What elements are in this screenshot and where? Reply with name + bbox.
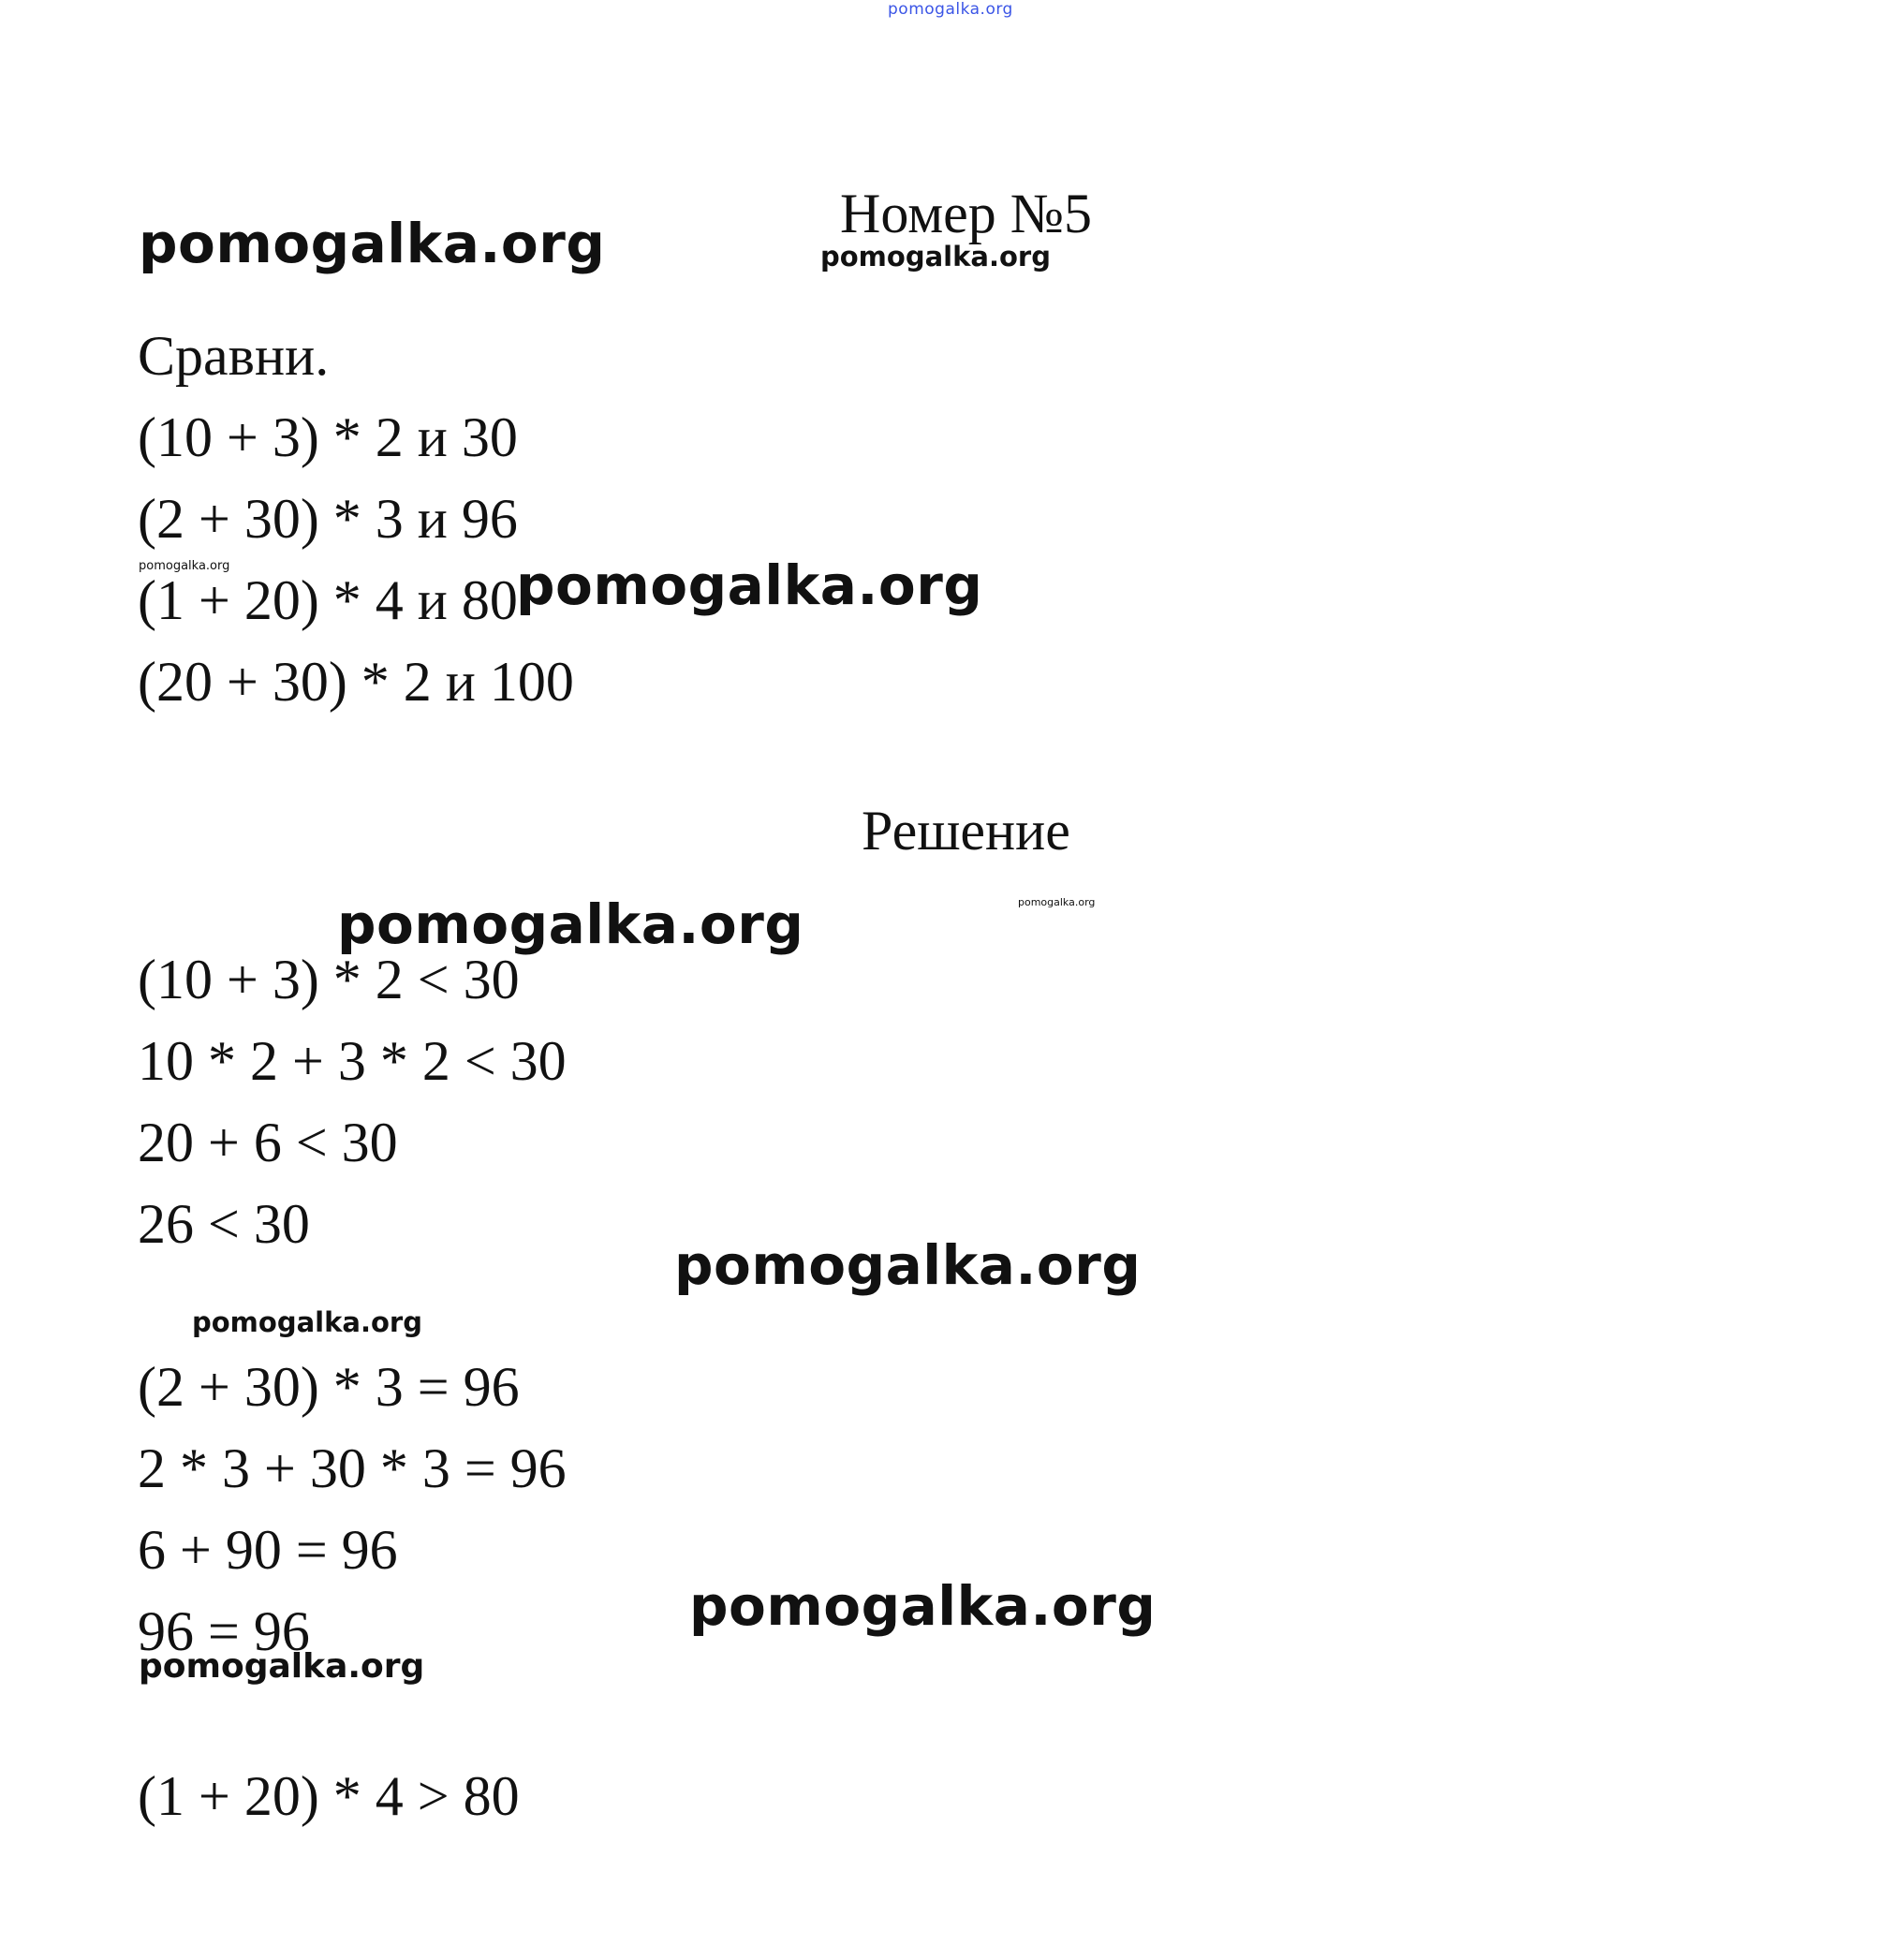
- watermark-top: pomogalka.org: [888, 0, 1013, 19]
- task-item: (20 + 30) * 2 и 100: [138, 651, 574, 713]
- page-title: Номер №5: [840, 183, 1093, 244]
- task-item: (2 + 30) * 3 и 96: [138, 488, 518, 550]
- watermark: pomogalka.org: [139, 559, 230, 573]
- task-item: (1 + 20) * 4 и 80: [138, 569, 518, 631]
- watermark: pomogalka.org: [674, 1233, 1142, 1297]
- solution-line: (10 + 3) * 2 < 30: [138, 949, 520, 1010]
- solution-line: 26 < 30: [138, 1193, 310, 1255]
- solution-heading: Решение: [862, 800, 1070, 862]
- watermark: pomogalka.org: [820, 241, 1051, 273]
- watermark: pomogalka.org: [1018, 896, 1096, 908]
- solution-line: (2 + 30) * 3 = 96: [138, 1356, 520, 1418]
- solution-line: 2 * 3 + 30 * 3 = 96: [138, 1437, 567, 1499]
- watermark: pomogalka.org: [139, 212, 606, 275]
- solution-line: 10 * 2 + 3 * 2 < 30: [138, 1030, 567, 1092]
- solution-line: 96 = 96: [138, 1600, 310, 1662]
- solution-line: 20 + 6 < 30: [138, 1112, 398, 1173]
- solution-line: 6 + 90 = 96: [138, 1519, 398, 1581]
- watermark: pomogalka.org: [337, 892, 804, 956]
- watermark: pomogalka.org: [516, 553, 983, 617]
- solution-line: (1 + 20) * 4 > 80: [138, 1765, 520, 1827]
- task-item: (10 + 3) * 2 и 30: [138, 406, 518, 468]
- watermark: pomogalka.org: [139, 1647, 425, 1686]
- task-prompt: Сравни.: [138, 325, 330, 387]
- watermark: pomogalka.org: [689, 1574, 1157, 1638]
- watermark: pomogalka.org: [192, 1306, 422, 1338]
